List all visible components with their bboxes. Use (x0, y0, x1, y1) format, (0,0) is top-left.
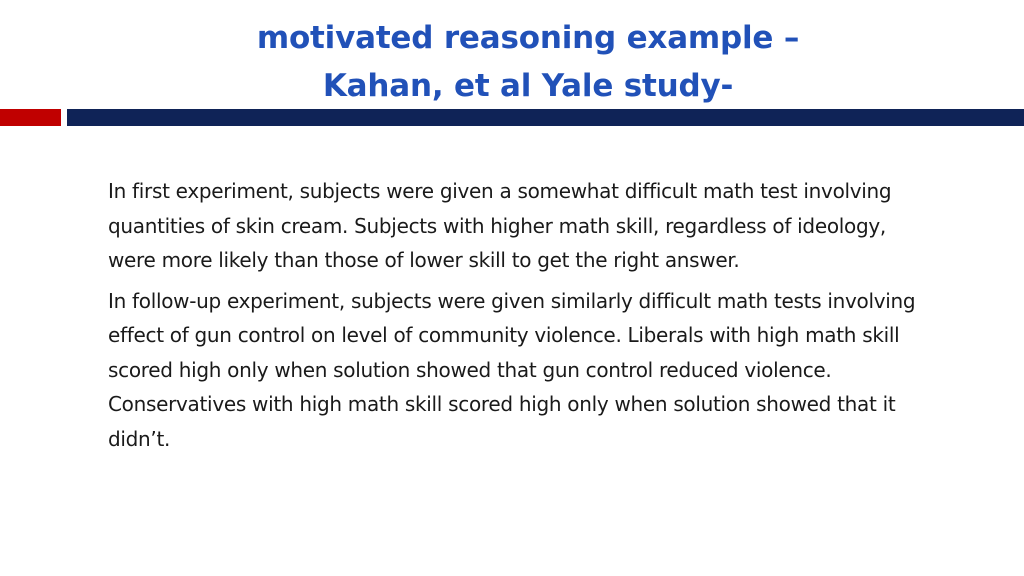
slide-title-line-2: Kahan, et al Yale study- (322, 68, 734, 104)
slide-body (108, 174, 938, 462)
title-divider-navy-bar (67, 109, 1024, 126)
body-paragraph-first-experiment: In first experiment, subjects were given a somewhat difficult math test involving quantities of skin cream. Subjects with higher math skill, regardless of ideology, were more likely than those of lower skill to get the right answer. (108, 179, 892, 272)
slide-title (0, 14, 1024, 110)
title-divider-red-bar (0, 109, 61, 126)
slide-title-line-1: motivated reasoning example – (256, 20, 800, 56)
body-paragraph-follow-up-experiment: In follow-up experiment, subjects were given similarly difficult math tests involving effect of gun control on level of community violence. Liberals with high math skill scored high only when solution showed that gun control reduced violence. Conservatives with high math skill scored high only when solution showed that it didn’t. (108, 288, 916, 451)
